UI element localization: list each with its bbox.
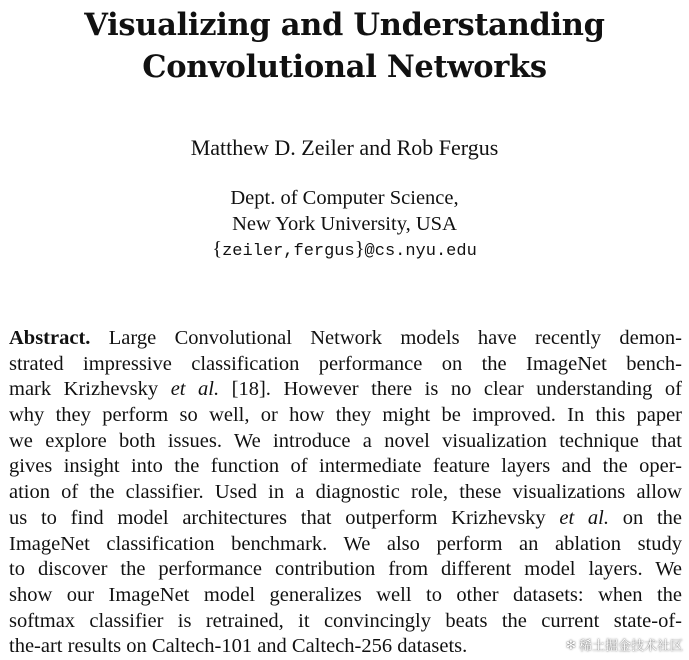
citation-etal: et al.	[559, 506, 609, 529]
email-close-brace: }	[354, 238, 365, 260]
email-open-brace: {	[212, 238, 223, 260]
watermark	[566, 635, 683, 654]
abstract-line: strated impressive classification performance on the ImageNet bench-	[9, 352, 682, 375]
abstract-line: ation of the classifier. Used in a diagnostic role, these visualizations allow	[9, 481, 682, 504]
abstract-line: to discover the performance contribution from different model layers. We	[9, 558, 682, 581]
abstract-line-text: on the	[609, 506, 682, 529]
title-line-2: Convolutional Networks	[142, 49, 547, 85]
abstract	[9, 326, 682, 660]
authors: Matthew D. Zeiler and Rob Fergus	[190, 135, 499, 160]
abstract-line: show our ImageNet model generalizes well to other datasets: when the	[9, 583, 682, 606]
watermark-text: 稀土掘金技术社区	[578, 639, 683, 654]
abstract-line-text: mark Krizhevsky	[9, 378, 171, 401]
abstract-line: ImageNet classification benchmark. We also perform an ablation study	[9, 532, 682, 555]
abstract-line: why they perform so well, or how they might be improved. In this paper	[9, 404, 682, 427]
abstract-line: we explore both issues. We introduce a novel visualization technique that	[9, 429, 682, 452]
abstract-line: the-art results on Caltech-101 and Caltech-256 datasets.	[9, 635, 468, 658]
citation-etal: et al.	[170, 378, 220, 401]
abstract-line: gives insight into the function of intermediate feature layers and the oper-	[9, 455, 682, 478]
university: New York University, USA	[232, 213, 457, 235]
email-users: zeiler,fergus	[222, 242, 355, 261]
email	[0, 236, 689, 265]
department: Dept. of Computer Science,	[230, 187, 459, 209]
paper-title	[0, 4, 689, 88]
abstract-line-text: [18]. However there is no clear understanding of	[219, 378, 682, 401]
abstract-line: softmax classifier is retrained, it convincingly beats the current state-of-	[9, 609, 682, 632]
paw-icon: ✻	[565, 637, 576, 652]
abstract-line	[9, 377, 682, 403]
email-domain: @cs.nyu.edu	[364, 242, 477, 261]
abstract-line-text: us to find model architectures that outperform Krizhevsky	[9, 506, 560, 529]
abstract-line-text: Large Convolutional Network models have recently demon-	[90, 327, 682, 349]
affiliation	[0, 185, 689, 237]
abstract-line	[9, 326, 682, 352]
title-line-1: Visualizing and Understanding	[84, 7, 605, 43]
abstract-heading: Abstract.	[9, 327, 91, 349]
abstract-line	[9, 506, 682, 532]
